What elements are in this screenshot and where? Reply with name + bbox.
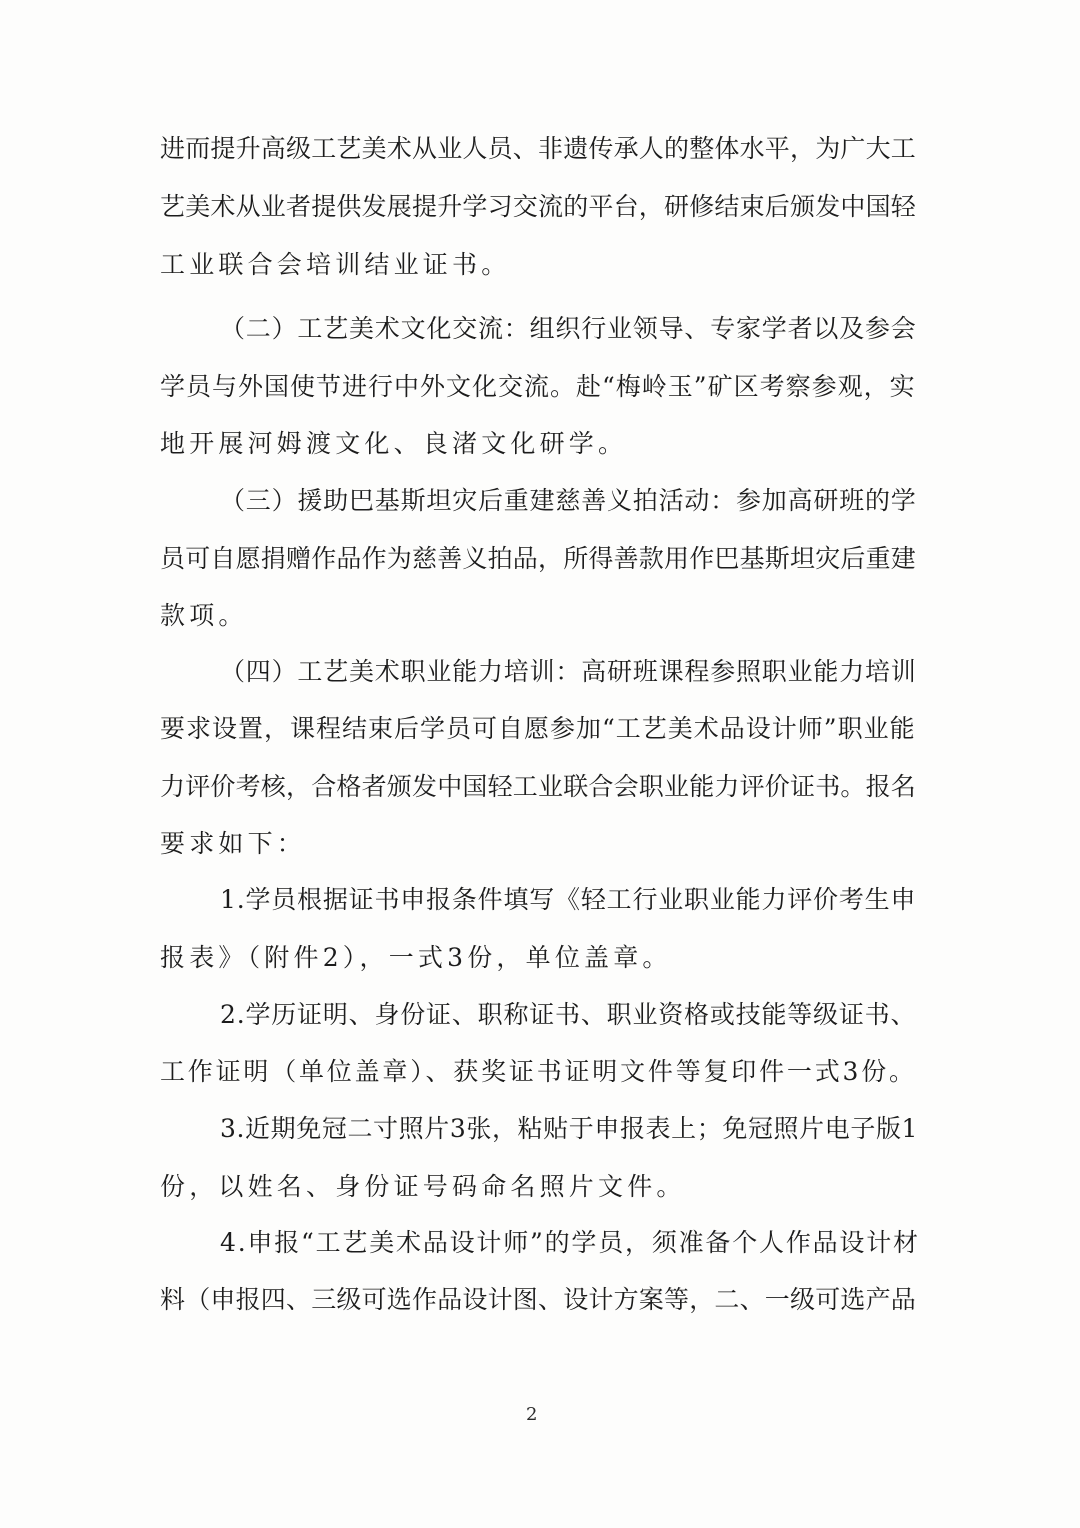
text-line: 料（申报四、三级可选作品设计图、设计方案等，二、一级可选产品 — [160, 1285, 917, 1314]
list-item-1: 1.学员根据证书申报条件填写《轻工行业职业能力评价考生申 — [220, 885, 917, 914]
paragraph-heading-4: （四）工艺美术职业能力培训：高研班课程参照职业能力培训 — [220, 657, 917, 686]
text-line: 款项。 — [160, 601, 248, 630]
list-item-3: 3.近期免冠二寸照片3张，粘贴于申报表上；免冠照片电子版1 — [220, 1114, 919, 1143]
text-line: 力评价考核，合格者颁发中国轻工业联合会职业能力评价证书。报名 — [160, 772, 917, 801]
paragraph-heading-2: （二）工艺美术文化交流：组织行业领导、专家学者以及参会 — [220, 314, 917, 343]
text-line: 学员与外国使节进行中外文化交流。赴“梅岭玉”矿区考察参观，实 — [160, 372, 916, 401]
text-line: 份，以姓名、身份证号码命名照片文件。 — [160, 1172, 686, 1201]
text-line: 要求设置，课程结束后学员可自愿参加“工艺美术品设计师”职业能 — [160, 714, 916, 743]
text-line: 进而提升高级工艺美术从业人员、非遗传承人的整体水平，为广大工 — [160, 134, 917, 163]
text-line: 艺美术从业者提供发展提升学习交流的平台，研修结束后颁发中国轻 — [160, 192, 917, 221]
text-line: 工业联合会培训结业证书。 — [160, 250, 511, 279]
text-line: 工作证明（单位盖章）、获奖证书证明文件等复印件一式3份。 — [160, 1057, 917, 1086]
list-item-4: 4.申报“工艺美术品设计师”的学员，须准备个人作品设计材 — [220, 1228, 920, 1257]
page-number: 2 — [526, 1404, 538, 1425]
list-item-2: 2.学历证明、身份证、职称证书、职业资格或技能等级证书、 — [220, 1000, 917, 1029]
paragraph-heading-3: （三）援助巴基斯坦灾后重建慈善义拍活动：参加高研班的学 — [220, 486, 917, 515]
text-line: 报表》（附件2），一式3份，单位盖章。 — [160, 943, 672, 972]
text-line: 员可自愿捐赠作品作为慈善义拍品，所得善款用作巴基斯坦灾后重建 — [160, 544, 917, 573]
text-line: 地开展河姆渡文化、良渚文化研学。 — [160, 429, 628, 458]
text-line: 要求如下： — [160, 829, 307, 858]
